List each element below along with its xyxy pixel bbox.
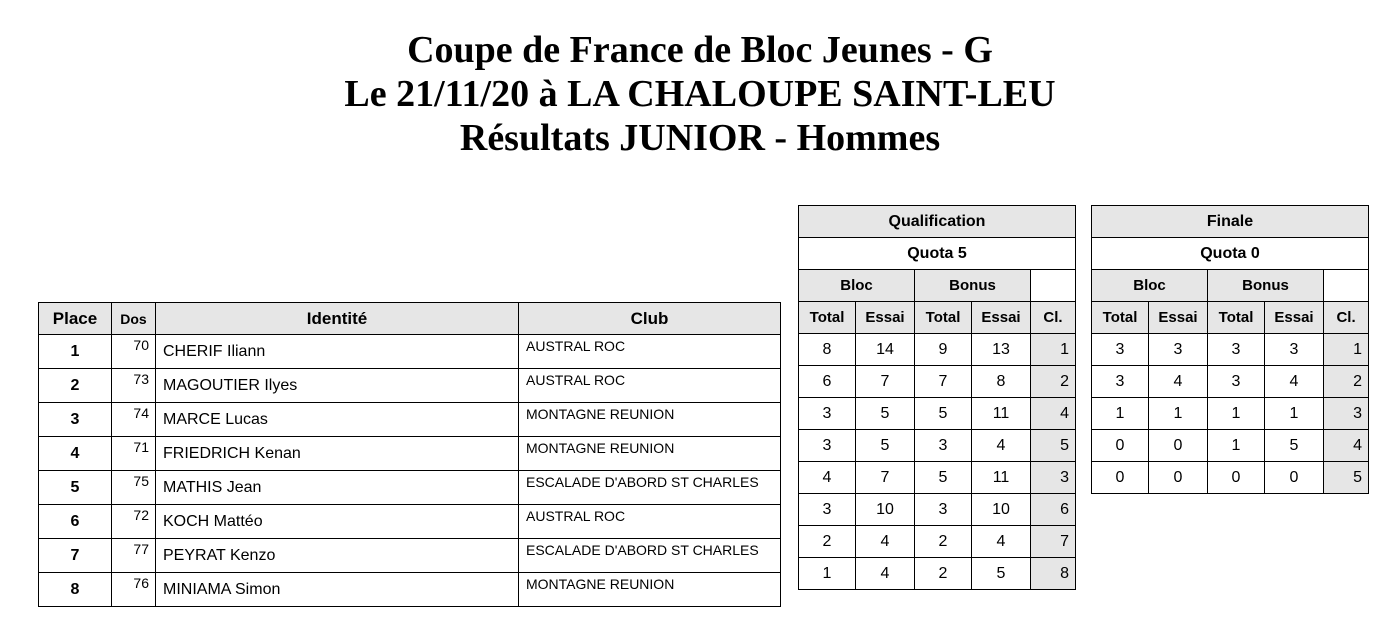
finale-total-bonus-cell: 0 [1208, 462, 1265, 494]
qualification-total-bonus-cell: 7 [915, 366, 972, 398]
finale-classement-cell: 2 [1324, 366, 1369, 398]
qualification-essai-bonus-cell: 5 [972, 558, 1031, 590]
identity-cell: MAGOUTIER Ilyes [156, 369, 519, 403]
table-row [39, 403, 781, 437]
qualification-classement-cell: 5 [1031, 430, 1076, 462]
place-cell: 5 [39, 471, 112, 505]
finale-classement-cell: 5 [1324, 462, 1369, 494]
qualification-classement-cell: 7 [1031, 526, 1076, 558]
qualification-row [799, 526, 1076, 558]
club-cell: AUSTRAL ROC [519, 335, 781, 369]
finale-total-bloc-cell: 1 [1092, 398, 1149, 430]
qualification-essai-bonus-cell: 11 [972, 398, 1031, 430]
qualification-essai-bloc-cell: 5 [856, 398, 915, 430]
identity-cell: CHERIF Iliann [156, 335, 519, 369]
finale-classement-cell: 3 [1324, 398, 1369, 430]
qualification-essai-bloc-cell: 5 [856, 430, 915, 462]
table-row [39, 335, 781, 369]
dos-cell: 72 [112, 505, 156, 539]
finale-essai-bonus-cell: 5 [1265, 430, 1324, 462]
qualification-total-bonus-cell: 3 [915, 494, 972, 526]
finale-essai-bloc-cell: 0 [1149, 430, 1208, 462]
finale-essai-bonus-cell: 0 [1265, 462, 1324, 494]
dos-cell: 71 [112, 437, 156, 471]
finale-quota: Quota 0 [1092, 238, 1369, 270]
dos-cell: 70 [112, 335, 156, 369]
qualification-total-bloc-cell: 3 [799, 398, 856, 430]
qualification-essai-bonus-cell: 4 [972, 430, 1031, 462]
identity-cell: FRIEDRICH Kenan [156, 437, 519, 471]
qualification-quota: Quota 5 [799, 238, 1076, 270]
finale-total-bloc-cell: 0 [1092, 430, 1149, 462]
results-table [38, 302, 781, 607]
finale-row [1092, 430, 1369, 462]
dos-cell: 76 [112, 573, 156, 607]
qualification-essai-bloc-cell: 4 [856, 526, 915, 558]
qualification-essai-bonus-cell: 13 [972, 334, 1031, 366]
qualification-total-bloc-cell: 4 [799, 462, 856, 494]
qualification-table [798, 205, 1076, 590]
place-cell: 8 [39, 573, 112, 607]
qualification-row [799, 334, 1076, 366]
finale-total-bloc-cell: 3 [1092, 366, 1149, 398]
finale-group-bloc: Bloc [1092, 270, 1208, 302]
finale-table [1091, 205, 1369, 494]
qualification-classement-cell: 2 [1031, 366, 1076, 398]
table-row [39, 369, 781, 403]
finale-group-empty [1324, 270, 1369, 302]
qualification-total-bloc-cell: 6 [799, 366, 856, 398]
finale-row [1092, 366, 1369, 398]
qualification-essai-bonus-cell: 4 [972, 526, 1031, 558]
club-cell: AUSTRAL ROC [519, 505, 781, 539]
place-cell: 1 [39, 335, 112, 369]
qualification-essai-bloc-cell: 10 [856, 494, 915, 526]
qualification-total-bonus-cell: 3 [915, 430, 972, 462]
table-row [39, 539, 781, 573]
finale-row [1092, 334, 1369, 366]
place-cell: 7 [39, 539, 112, 573]
qualification-total-bonus-cell: 5 [915, 398, 972, 430]
finale-total-bonus-cell: 3 [1208, 366, 1265, 398]
finale-row [1092, 462, 1369, 494]
qualification-row [799, 494, 1076, 526]
qualification-essai-bloc-cell: 14 [856, 334, 915, 366]
qualification-row [799, 462, 1076, 494]
qualification-total-bonus-cell: 2 [915, 558, 972, 590]
qualification-total-bloc-cell: 1 [799, 558, 856, 590]
title-line-date-location: Le 21/11/20 à LA CHALOUPE SAINT-LEU [344, 73, 1056, 115]
finale-essai-bloc-cell: 3 [1149, 334, 1208, 366]
qualification-total-bonus-cell: 2 [915, 526, 972, 558]
finale-total-bonus-cell: 3 [1208, 334, 1265, 366]
finale-title: Finale [1092, 206, 1369, 238]
dos-cell: 75 [112, 471, 156, 505]
qualification-total-bloc-cell: 8 [799, 334, 856, 366]
header-dos: Dos [112, 303, 156, 335]
qualification-essai-bloc-cell: 7 [856, 462, 915, 494]
qualification-essai-bonus-cell: 8 [972, 366, 1031, 398]
finale-essai-bloc-cell: 4 [1149, 366, 1208, 398]
qualification-classement-cell: 8 [1031, 558, 1076, 590]
finale-total-bonus-cell: 1 [1208, 398, 1265, 430]
finale-essai-bloc-cell: 1 [1149, 398, 1208, 430]
table-row [39, 505, 781, 539]
finale-body [1092, 334, 1369, 494]
finale-essai-bonus-cell: 1 [1265, 398, 1324, 430]
qualification-essai-bloc-cell: 4 [856, 558, 915, 590]
finale-col-essai-bloc: Essai [1149, 302, 1208, 334]
qualification-row [799, 430, 1076, 462]
qualification-total-bloc-cell: 2 [799, 526, 856, 558]
qualification-total-bonus-cell: 5 [915, 462, 972, 494]
qualification-total-bloc-cell: 3 [799, 494, 856, 526]
qualification-classement-cell: 3 [1031, 462, 1076, 494]
qualification-body [799, 334, 1076, 590]
qualification-row [799, 398, 1076, 430]
table-row [39, 471, 781, 505]
club-cell: MONTAGNE REUNION [519, 573, 781, 607]
finale-col-total-bonus: Total [1208, 302, 1265, 334]
qualification-essai-bonus-cell: 11 [972, 462, 1031, 494]
qualification-essai-bloc-cell: 7 [856, 366, 915, 398]
place-cell: 2 [39, 369, 112, 403]
results-header-row [39, 303, 781, 335]
page-title [0, 28, 1400, 160]
qualification-total-bonus-cell: 9 [915, 334, 972, 366]
finale-total-bonus-cell: 1 [1208, 430, 1265, 462]
qualification-col-total-bloc: Total [799, 302, 856, 334]
dos-cell: 73 [112, 369, 156, 403]
finale-classement-cell: 4 [1324, 430, 1369, 462]
finale-classement-cell: 1 [1324, 334, 1369, 366]
table-row [39, 573, 781, 607]
qualification-essai-bonus-cell: 10 [972, 494, 1031, 526]
header-place: Place [39, 303, 112, 335]
place-cell: 6 [39, 505, 112, 539]
place-cell: 3 [39, 403, 112, 437]
identity-cell: PEYRAT Kenzo [156, 539, 519, 573]
identity-cell: MATHIS Jean [156, 471, 519, 505]
identity-cell: KOCH Mattéo [156, 505, 519, 539]
table-row [39, 437, 781, 471]
finale-essai-bloc-cell: 0 [1149, 462, 1208, 494]
qualification-classement-cell: 1 [1031, 334, 1076, 366]
dos-cell: 77 [112, 539, 156, 573]
club-cell: ESCALADE D'ABORD ST CHARLES [519, 539, 781, 573]
header-identite: Identité [156, 303, 519, 335]
qualification-row [799, 558, 1076, 590]
qualification-classement-cell: 4 [1031, 398, 1076, 430]
finale-total-bloc-cell: 0 [1092, 462, 1149, 494]
title-line-category: Résultats JUNIOR - Hommes [459, 117, 941, 159]
finale-group-bonus: Bonus [1208, 270, 1324, 302]
finale-essai-bonus-cell: 4 [1265, 366, 1324, 398]
finale-total-bloc-cell: 3 [1092, 334, 1149, 366]
finale-row [1092, 398, 1369, 430]
finale-col-classement: Cl. [1324, 302, 1369, 334]
finale-col-total-bloc: Total [1092, 302, 1149, 334]
qualification-col-total-bonus: Total [915, 302, 972, 334]
club-cell: MONTAGNE REUNION [519, 437, 781, 471]
qualification-col-classement: Cl. [1031, 302, 1076, 334]
place-cell: 4 [39, 437, 112, 471]
header-club: Club [519, 303, 781, 335]
qualification-classement-cell: 6 [1031, 494, 1076, 526]
results-body [39, 335, 781, 607]
qualification-total-bloc-cell: 3 [799, 430, 856, 462]
club-cell: ESCALADE D'ABORD ST CHARLES [519, 471, 781, 505]
identity-cell: MARCE Lucas [156, 403, 519, 437]
qualification-col-essai-bloc: Essai [856, 302, 915, 334]
qualification-group-bonus: Bonus [915, 270, 1031, 302]
club-cell: MONTAGNE REUNION [519, 403, 781, 437]
qualification-row [799, 366, 1076, 398]
identity-cell: MINIAMA Simon [156, 573, 519, 607]
finale-essai-bonus-cell: 3 [1265, 334, 1324, 366]
qualification-group-empty [1031, 270, 1076, 302]
qualification-title: Qualification [799, 206, 1076, 238]
finale-col-essai-bonus: Essai [1265, 302, 1324, 334]
club-cell: AUSTRAL ROC [519, 369, 781, 403]
qualification-col-essai-bonus: Essai [972, 302, 1031, 334]
title-line-competition: Coupe de France de Bloc Jeunes - G [407, 29, 993, 71]
dos-cell: 74 [112, 403, 156, 437]
qualification-group-bloc: Bloc [799, 270, 915, 302]
